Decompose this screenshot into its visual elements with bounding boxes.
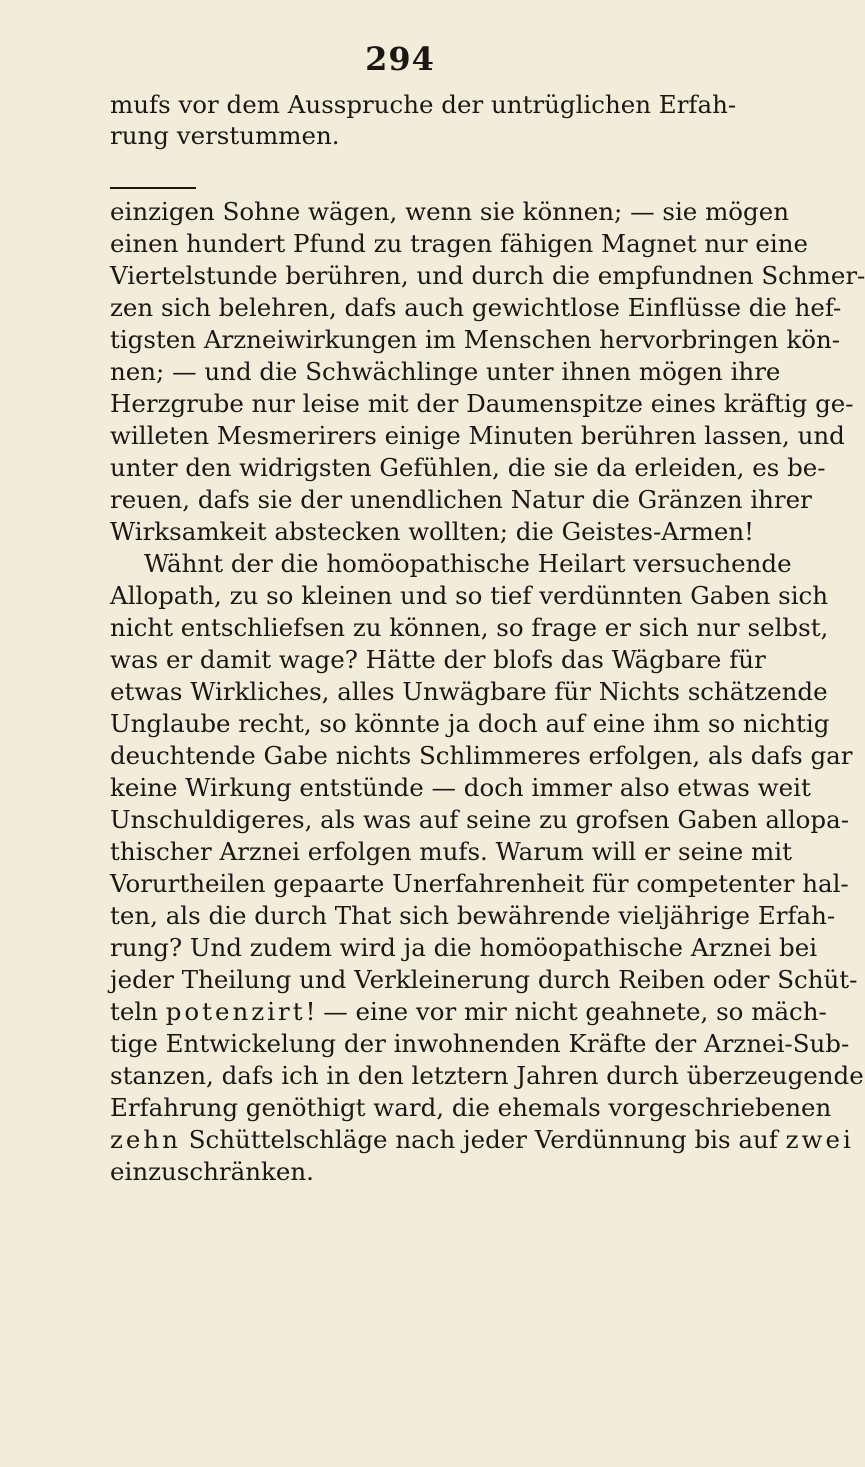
body-line: Viertelstunde berühren, und durch die empfundnen Schmer-	[110, 261, 865, 290]
emphasized-word: zwei	[785, 1125, 854, 1154]
body-line: einzigen Sohne wägen, wenn sie können; — sie mögen	[110, 197, 790, 226]
body-line: unter den widrigsten Gefühlen, die sie da erleiden, es be-	[110, 453, 826, 482]
body-line: rung? Und zudem wird ja die homöopathische Arznei bei	[110, 933, 818, 962]
body-line: deuchtende Gabe nichts Schlimmeres erfolgen, als dafs gar	[110, 741, 853, 770]
line-text: teln	[110, 997, 166, 1026]
body-line: was er damit wage? Hätte der blofs das Wägbare für	[110, 645, 766, 674]
body-line: einen hundert Pfund zu tragen fähigen Magnet nur eine	[110, 229, 809, 258]
footnote-line-1: mufs vor dem Ausspruche der untrüglichen Erfah-	[110, 90, 737, 119]
body-line: keine Wirkung entstünde — doch immer also etwas weit	[110, 773, 811, 802]
body-line: Vorurtheilen gepaarte Unerfahrenheit für competenter hal-	[110, 869, 849, 898]
body-line: Erfahrung genöthigt ward, die ehemals vorgeschriebenen	[110, 1093, 832, 1122]
emphasized-word: zehn	[110, 1125, 181, 1154]
body-line: etwas Wirkliches, alles Unwägbare für Nichts schätzende	[110, 677, 828, 706]
body-line: tigsten Arzneiwirkungen im Menschen hervorbringen kön-	[110, 325, 841, 354]
line-text: ! — eine vor mir nicht geahnete, so mäch-	[305, 997, 827, 1026]
line-text: Schüttelschläge nach jeder Verdünnung bis auf	[180, 1125, 786, 1154]
body-line: reuen, dafs sie der unendlichen Natur die Gränzen ihrer	[110, 485, 812, 514]
body-line: Allopath, zu so kleinen und so tief verdünnten Gaben sich	[110, 581, 829, 610]
body-line: nicht entschliefsen zu können, so frage er sich nur selbst,	[110, 613, 829, 642]
body-line: Wirksamkeit abstecken wollten; die Geistes-Armen!	[110, 517, 755, 546]
body-line: stanzen, dafs ich in den letztern Jahren durch überzeugende	[110, 1061, 864, 1090]
body-line: Herzgrube nur leise mit der Daumenspitze eines kräftig ge-	[110, 389, 854, 418]
body-line: ten, als die durch That sich bewährende vieljährige Erfah-	[110, 901, 836, 930]
body-line: tige Entwickelung der inwohnenden Kräfte der Arznei-Sub-	[110, 1029, 850, 1058]
page-number: 294	[365, 40, 435, 78]
footnote-line-2: rung verstummen.	[110, 121, 340, 150]
body-line: nen; — und die Schwächlinge unter ihnen mögen ihre	[110, 357, 781, 386]
body-line-potenzirt	[110, 997, 827, 1027]
emphasized-word: potenzirt	[165, 997, 306, 1026]
paragraph-start-line: Wähnt der die homöopathische Heilart versuchende	[144, 549, 792, 578]
footnote-rule	[110, 187, 196, 189]
body-line: Unschuldigeres, als was auf seine zu grofsen Gaben allopa-	[110, 805, 849, 834]
body-line: Unglaube recht, so könnte ja doch auf eine ihm so nichtig	[110, 709, 830, 738]
body-line: thischer Arznei erfolgen mufs. Warum will er seine mit	[110, 837, 792, 866]
body-line: jeder Theilung und Verkleinerung durch Reiben oder Schüt-	[110, 965, 858, 994]
paragraph-end-line: einzuschränken.	[110, 1157, 314, 1186]
body-line: willeten Mesmerirers einige Minuten berühren lassen, und	[110, 421, 845, 450]
body-line-zehn	[110, 1125, 854, 1155]
body-line: zen sich belehren, dafs auch gewichtlose Einflüsse die hef-	[110, 293, 842, 322]
